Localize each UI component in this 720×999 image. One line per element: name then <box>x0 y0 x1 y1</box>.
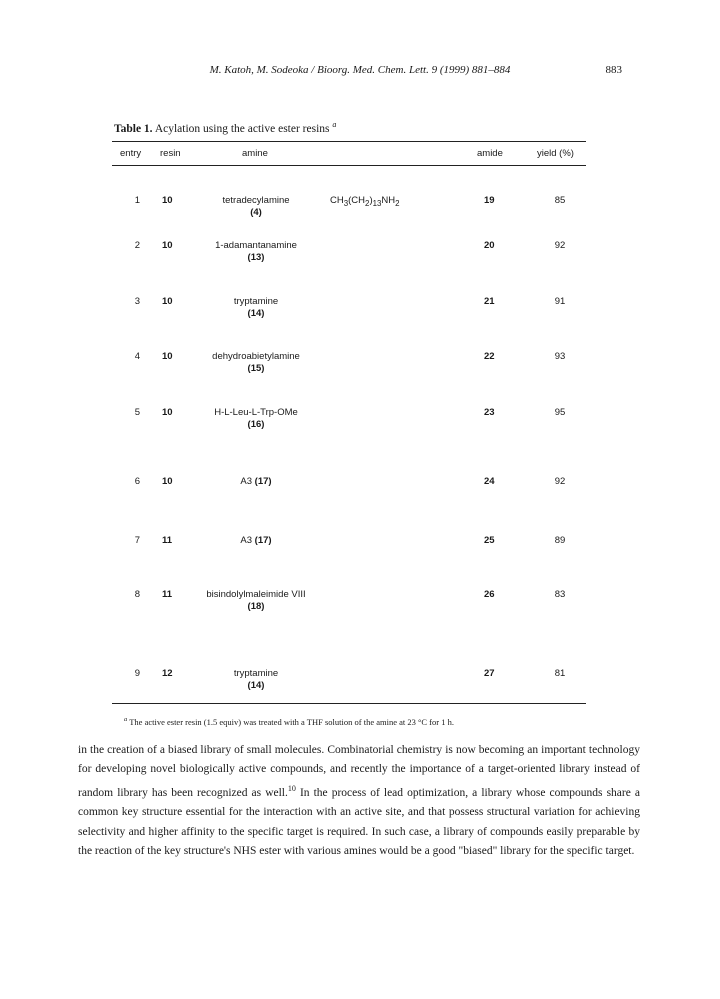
resin-number: 10 <box>162 476 173 487</box>
amide-number: 27 <box>484 668 495 679</box>
amine-compound-number: (16) <box>247 419 265 430</box>
amine-name: tryptamine <box>233 668 279 679</box>
column-header-yield: yield (%) <box>537 148 574 159</box>
column-header-entry: entry <box>120 148 142 159</box>
table-caption-footnote-mark: a <box>332 120 337 129</box>
column-header-resin: resin <box>160 148 181 159</box>
yield-value: 93 <box>554 351 566 362</box>
amine-name: tryptamine <box>233 296 279 307</box>
resin-number: 11 <box>162 535 173 546</box>
amide-number: 23 <box>484 407 495 418</box>
amine-name: 1-adamantanamine <box>215 240 297 251</box>
amine-compound-number: (14) <box>247 680 265 691</box>
amide-number: 22 <box>484 351 495 362</box>
amine-name: H-L-Leu-L-Trp-OMe <box>214 407 298 418</box>
amide-number: 19 <box>484 195 495 206</box>
page-number: 883 <box>605 64 622 76</box>
yield-value: 92 <box>554 240 566 251</box>
entry-number: 3 <box>134 296 140 307</box>
amine-compound-number: (15) <box>247 363 265 374</box>
amine-name: tetradecylamine <box>222 195 290 206</box>
amine-name: bisindolylmaleimide VIII <box>206 589 306 600</box>
entry-number: 1 <box>134 195 140 206</box>
amine-compound-number: (14) <box>247 308 265 319</box>
table-top-rule <box>112 141 586 142</box>
amine-formula: $CH_3(CH_2)_{13}NH_2$ <box>330 195 400 208</box>
running-header <box>0 64 720 80</box>
footnote-text: The active ester resin (1.5 equiv) was treated with a THF solution of the amine at 23 °C for 1 h. <box>129 716 454 727</box>
resin-number: 10 <box>162 195 173 206</box>
footnote-mark: a <box>124 716 128 723</box>
amine-compound-number: (18) <box>247 601 265 612</box>
amine-cell <box>190 535 322 547</box>
table-header-rule <box>112 165 586 166</box>
amine-cell <box>190 476 322 488</box>
reference-superscript: 10 <box>287 784 296 794</box>
paragraph-text-part-2: In the process of lead optimization, a library whose compounds share a common key structure essential for the interaction with an active site, and that possess structural variation for achieving selectivity and higher affinity to the specific target is required. In such case, a library of compounds easily preparable by the reaction of the key structure's NHS ester with various amines would be a good "biased" library for the specific target. <box>78 787 640 857</box>
amine-compound-number: (17) <box>254 535 272 546</box>
entry-number: 9 <box>134 668 140 679</box>
column-header-amine: amine <box>242 148 268 159</box>
journal-citation: M. Katoh, M. Sodeoka / Bioorg. Med. Chem. Lett. 9 (1999) 881–884 <box>209 64 511 76</box>
amine-compound-number: (17) <box>254 476 272 487</box>
amine-cell <box>190 407 322 431</box>
resin-number: 10 <box>162 240 173 251</box>
table-title: Acylation using the active ester resins <box>154 122 330 135</box>
amine-cell <box>190 589 322 613</box>
yield-value: 92 <box>554 476 566 487</box>
paragraph-text-part-1: in the creation of a biased library of small molecules. Combinatorial chemistry is now becoming an important technology for developing novel biologically active compounds, and recently the importance of a target-oriented library instead of random library has been recognized as well. <box>78 744 640 800</box>
amide-number: 21 <box>484 296 495 307</box>
body-paragraph <box>78 741 640 861</box>
column-header-amide: amide <box>477 148 503 159</box>
amide-number: 24 <box>484 476 495 487</box>
table-label: Table 1. <box>114 122 153 135</box>
yield-value: 91 <box>554 296 566 307</box>
amine-cell <box>190 351 322 375</box>
resin-number: 10 <box>162 407 173 418</box>
entry-number: 6 <box>134 476 140 487</box>
amine-compound-number: (4) <box>250 207 262 218</box>
yield-value: 89 <box>554 535 566 546</box>
resin-number: 12 <box>162 668 173 679</box>
yield-value: 83 <box>554 589 566 600</box>
entry-number: 7 <box>134 535 140 546</box>
amine-compound-number: (13) <box>247 252 265 263</box>
amine-name: A3 <box>240 476 253 487</box>
entry-number: 2 <box>134 240 140 251</box>
amine-cell <box>190 195 322 219</box>
amine-name: dehydroabietylamine <box>212 351 300 362</box>
entry-number: 4 <box>134 351 140 362</box>
resin-number: 11 <box>162 589 173 600</box>
amide-number: 26 <box>484 589 495 600</box>
amine-name: A3 <box>240 535 253 546</box>
amide-number: 25 <box>484 535 495 546</box>
amine-cell <box>190 668 322 692</box>
resin-number: 10 <box>162 296 173 307</box>
yield-value: 85 <box>554 195 566 206</box>
yield-value: 81 <box>554 668 566 679</box>
amine-cell <box>190 296 322 320</box>
table-bottom-rule <box>112 703 586 704</box>
table-caption <box>114 120 336 135</box>
entry-number: 8 <box>134 589 140 600</box>
table-footnote <box>124 716 454 727</box>
resin-number: 10 <box>162 351 173 362</box>
entry-number: 5 <box>134 407 140 418</box>
yield-value: 95 <box>554 407 566 418</box>
amine-cell <box>190 240 322 264</box>
amide-number: 20 <box>484 240 495 251</box>
